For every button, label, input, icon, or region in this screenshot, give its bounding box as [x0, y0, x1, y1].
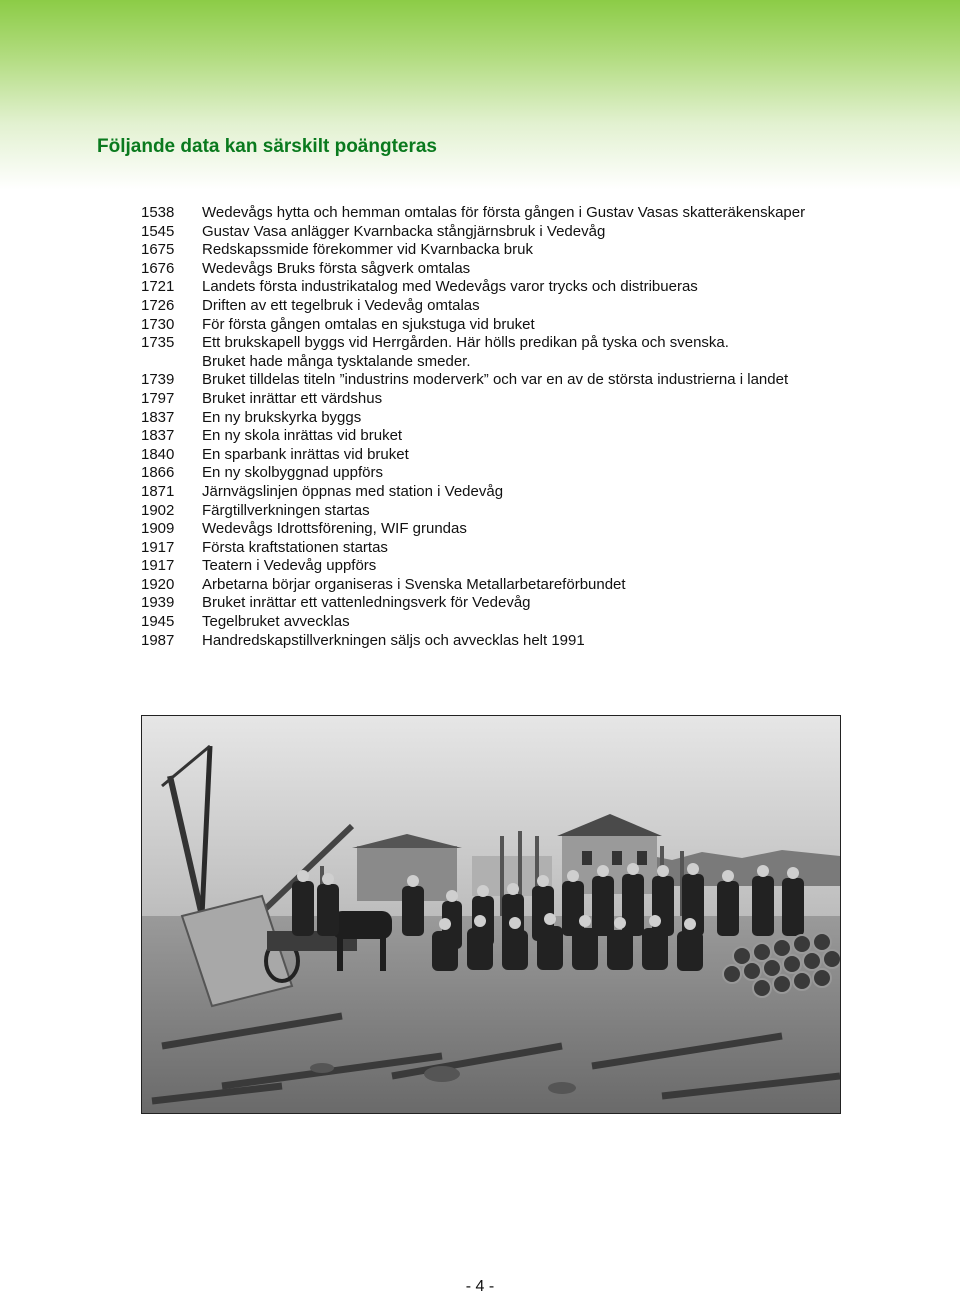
timeline-row — [141, 390, 901, 409]
timeline-year: 1721 — [141, 278, 175, 296]
timeline-text — [202, 409, 361, 428]
timeline-year: 1797 — [141, 389, 175, 407]
timeline-text-line: Wedevågs Bruks första sågverk omtalas — [202, 259, 471, 277]
timeline-year: 1837 — [141, 408, 175, 426]
timeline-text — [202, 446, 409, 465]
timeline-text — [202, 371, 788, 390]
timeline-text-line: Wedevågs hytta och hemman omtalas för första gången i Gustav Vasas skatteräkenskaper — [202, 204, 806, 221]
timeline-text — [202, 334, 729, 371]
timeline-text-line: En ny skola inrättas vid bruket — [202, 427, 403, 445]
timeline-text-line: Tegelbruket avvecklas — [202, 613, 350, 631]
timeline-year: 1538 — [141, 204, 175, 221]
timeline-text-line: Redskapssmide förekommer vid Kvarnbacka bruk — [202, 241, 533, 259]
timeline-row — [141, 594, 901, 613]
timeline-row — [141, 613, 901, 632]
historic-photo — [141, 715, 841, 1114]
timeline-year: 1675 — [141, 241, 175, 259]
timeline-text — [202, 390, 382, 409]
timeline-text — [202, 464, 383, 483]
timeline-text — [202, 613, 350, 632]
timeline-row — [141, 204, 901, 223]
timeline-row — [141, 539, 901, 558]
timeline-row — [141, 371, 901, 390]
timeline-text — [202, 316, 535, 335]
page-heading: Följande data kan särskilt poängteras — [97, 136, 437, 157]
timeline-text-line: Bruket tilldelas titeln ”industrins moderverk” och var en av de största industrierna i landet — [202, 371, 789, 389]
timeline-text — [202, 483, 503, 502]
timeline-text-line: Färgtillverkningen startas — [202, 501, 370, 519]
timeline-year: 1730 — [141, 315, 175, 333]
timeline-year: 1676 — [141, 259, 175, 277]
timeline-text — [202, 520, 467, 539]
timeline-text — [202, 278, 698, 297]
timeline-text-line: Bruket inrättar ett värdshus — [202, 389, 383, 407]
timeline-row — [141, 297, 901, 316]
timeline-text-line: En ny brukskyrka byggs — [202, 408, 362, 426]
timeline-row — [141, 576, 901, 595]
timeline-text — [202, 594, 531, 613]
timeline-year: 1866 — [141, 464, 175, 482]
timeline-row — [141, 464, 901, 483]
timeline-row — [141, 483, 901, 502]
timeline-text — [202, 260, 470, 279]
timeline-text — [202, 204, 805, 223]
timeline-text — [202, 241, 533, 260]
timeline-row — [141, 241, 901, 260]
timeline-row — [141, 223, 901, 242]
timeline-text-line: Driften av ett tegelbruk i Vedevåg omtalas — [202, 296, 480, 314]
timeline-text — [202, 557, 376, 576]
timeline-text-line: Teatern i Vedevåg uppförs — [202, 557, 377, 575]
timeline-text-line: Arbetarna börjar organiseras i Svenska Metallarbetareförbundet — [202, 575, 626, 593]
timeline-year: 1917 — [141, 538, 175, 556]
header-gradient-band — [0, 0, 960, 190]
timeline-text — [202, 297, 480, 316]
timeline-text — [202, 427, 402, 446]
timeline-row — [141, 409, 901, 428]
timeline-year: 1837 — [141, 427, 175, 445]
timeline-row — [141, 278, 901, 297]
timeline-year: 1902 — [141, 501, 175, 519]
timeline-row — [141, 446, 901, 465]
timeline-text-line: En sparbank inrättas vid bruket — [202, 445, 409, 463]
timeline-text-line: Landets första industrikatalog med Wedevågs varor trycks och distribueras — [202, 278, 698, 296]
timeline-year: 1726 — [141, 296, 175, 314]
photo-illustration — [142, 716, 840, 1113]
timeline-text — [202, 223, 605, 242]
timeline-row — [141, 316, 901, 335]
timeline-text-line: Wedevågs Idrottsförening, WIF grundas — [202, 520, 467, 538]
timeline-row — [141, 520, 901, 539]
timeline-text-line: För första gången omtalas en sjukstuga vid bruket — [202, 315, 535, 333]
timeline-text — [202, 632, 585, 651]
timeline-row — [141, 334, 901, 371]
timeline-year: 1945 — [141, 613, 175, 631]
timeline-row — [141, 632, 901, 651]
timeline-row — [141, 557, 901, 576]
timeline-row — [141, 260, 901, 279]
timeline-text-line: Gustav Vasa anlägger Kvarnbacka stångjärnsbruk i Vedevåg — [202, 222, 606, 240]
timeline-text — [202, 539, 388, 558]
timeline-year: 1909 — [141, 520, 175, 538]
timeline-year: 1987 — [141, 631, 175, 649]
timeline-year: 1871 — [141, 482, 175, 500]
timeline-text-line: En ny skolbyggnad uppförs — [202, 464, 383, 482]
timeline-year: 1545 — [141, 222, 175, 240]
timeline-list — [141, 204, 901, 650]
timeline-year: 1840 — [141, 445, 175, 463]
timeline-year: 1939 — [141, 594, 175, 612]
timeline-text-continuation: Bruket hade många tysktalande smeder. — [202, 352, 471, 370]
timeline-row — [141, 502, 901, 521]
timeline-text-line: Bruket inrättar ett vattenledningsverk för Vedevåg — [202, 594, 531, 612]
timeline-text — [202, 576, 626, 595]
timeline-year: 1920 — [141, 575, 175, 593]
timeline-text-line: Järnvägslinjen öppnas med station i Vedevåg — [202, 482, 504, 500]
timeline-text-line: Ett brukskapell byggs vid Herrgården. Här hölls predikan på tyska och svenska. — [202, 334, 729, 352]
timeline-year: 1917 — [141, 557, 175, 575]
timeline-text-line: Handredskapstillverkningen säljs och avvecklas helt 1991 — [202, 631, 585, 649]
page-number: - 4 - — [465, 1278, 495, 1295]
timeline-row — [141, 427, 901, 446]
timeline-year: 1739 — [141, 371, 175, 389]
timeline-year: 1735 — [141, 334, 175, 352]
timeline-text-line: Första kraftstationen startas — [202, 538, 388, 556]
timeline-text — [202, 502, 370, 521]
